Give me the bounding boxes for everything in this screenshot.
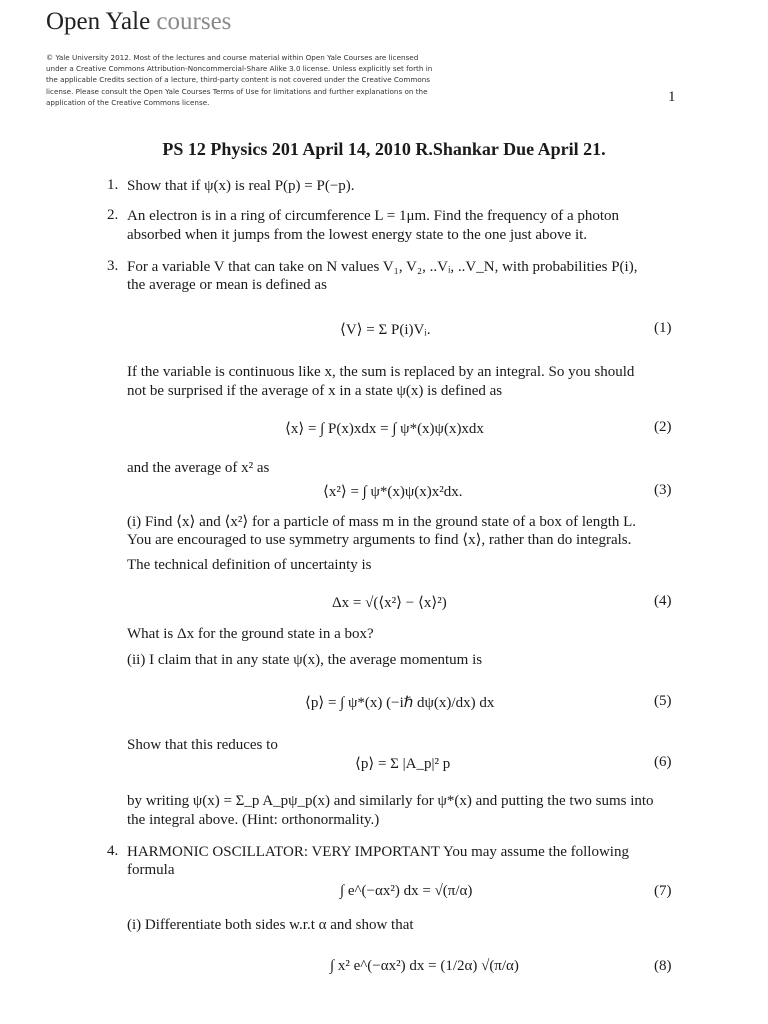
document-title: PS 12 Physics 201 April 14, 2010 R.Shankar Due April 21. [162, 139, 606, 159]
logo-sub: courses [156, 8, 232, 35]
paragraph-text: the integral above. (Hint: orthonormality.) [127, 812, 380, 828]
problem-text: HARMONIC OSCILLATOR: VERY IMPORTANT You may assume the following [127, 844, 629, 860]
problem-text: An electron is in a ring of circumference L = 1μm. Find the frequency of a photon [127, 208, 620, 224]
license-line: © Yale University 2012. Most of the lectures and course material within Open Yale Courses are licensed [46, 53, 419, 62]
paragraph-text: (i) Find ⟨x⟩ and ⟨x²⟩ for a particle of mass m in the ground state of a box of length L. [127, 514, 637, 530]
problem-number: 1. [107, 177, 119, 193]
paragraph-text: If the variable is continuous like x, the sum is replaced by an integral. So you should [127, 364, 635, 380]
equation: ∫ x² e^(−αx²) dx = (1/2α) √(π/α) [330, 958, 519, 974]
license-line: under a Creative Commons Attribution-Noncommercial-Share Alike 3.0 license. Unless explicitly set forth in [46, 64, 433, 74]
equation-number: (1) [654, 320, 672, 336]
equation-number: (8) [654, 958, 672, 974]
equation-number: (5) [654, 693, 672, 709]
license-line: license. Please consult the Open Yale Courses Terms of Use for limitations and further explanations on the [46, 86, 428, 96]
equation: ⟨p⟩ = ∫ ψ*(x) (−iℏ dψ(x)/dx) dx [305, 695, 495, 711]
problem-text: absorbed when it jumps from the lowest energy state to the one just above it. [127, 227, 588, 243]
problem-number: 3. [107, 258, 119, 274]
paragraph-text: (i) Differentiate both sides w.r.t α and show that [127, 917, 414, 933]
paragraph-text: (ii) I claim that in any state ψ(x), the average momentum is [127, 652, 483, 668]
paragraph-text: by writing ψ(x) = Σ_p A_pψ_p(x) and similarly for ψ*(x) and putting the two sums into [127, 793, 654, 809]
problem-text: formula [127, 862, 175, 878]
equation-number: (4) [654, 593, 672, 609]
license-line: application of the Creative Commons license. [46, 97, 210, 107]
page-number: 1 [668, 89, 676, 105]
paragraph-text: and the average of x² as [127, 460, 270, 476]
logo-main: Open Yale [46, 8, 151, 35]
license-line: the applicable Credits section of a lecture, third-party content is not covered under the Creative Commons [46, 75, 431, 85]
paragraph-text: not be surprised if the average of x in a state ψ(x) is defined as [127, 383, 503, 399]
license-notice [46, 52, 464, 108]
problem-text: the average or mean is defined as [127, 277, 327, 293]
equation-number: (2) [654, 419, 672, 435]
problem-number: 4. [107, 843, 119, 859]
problem-number: 2. [107, 207, 119, 223]
equation: Δx = √(⟨x²⟩ − ⟨x⟩²) [332, 595, 447, 611]
paragraph-text: Show that this reduces to [127, 737, 278, 753]
equation: ⟨x⟩ = ∫ P(x)xdx = ∫ ψ*(x)ψ(x)xdx [285, 421, 484, 437]
paragraph-text: You are encouraged to use symmetry arguments to find ⟨x⟩, rather than do integrals. [127, 532, 632, 548]
equation: ⟨x²⟩ = ∫ ψ*(x)ψ(x)x²dx. [323, 484, 463, 500]
equation-number: (3) [654, 482, 672, 498]
problem-text: For a variable V that can take on N values V₁, V₂, ..Vᵢ, ..V_N, with probabilities P(i), [127, 259, 638, 275]
equation: ⟨V⟩ = Σ P(i)Vᵢ. [340, 322, 431, 338]
paragraph-text: What is Δx for the ground state in a box? [127, 626, 374, 642]
problem-text: Show that if ψ(x) is real P(p) = P(−p). [127, 178, 355, 194]
equation: ⟨p⟩ = Σ |A_p|² p [355, 756, 451, 772]
equation: ∫ e^(−αx²) dx = √(π/α) [340, 883, 473, 899]
equation-number: (6) [654, 754, 672, 770]
equation-number: (7) [654, 883, 672, 899]
open-yale-courses-logo [46, 8, 231, 36]
paragraph-text: The technical definition of uncertainty is [127, 557, 372, 573]
